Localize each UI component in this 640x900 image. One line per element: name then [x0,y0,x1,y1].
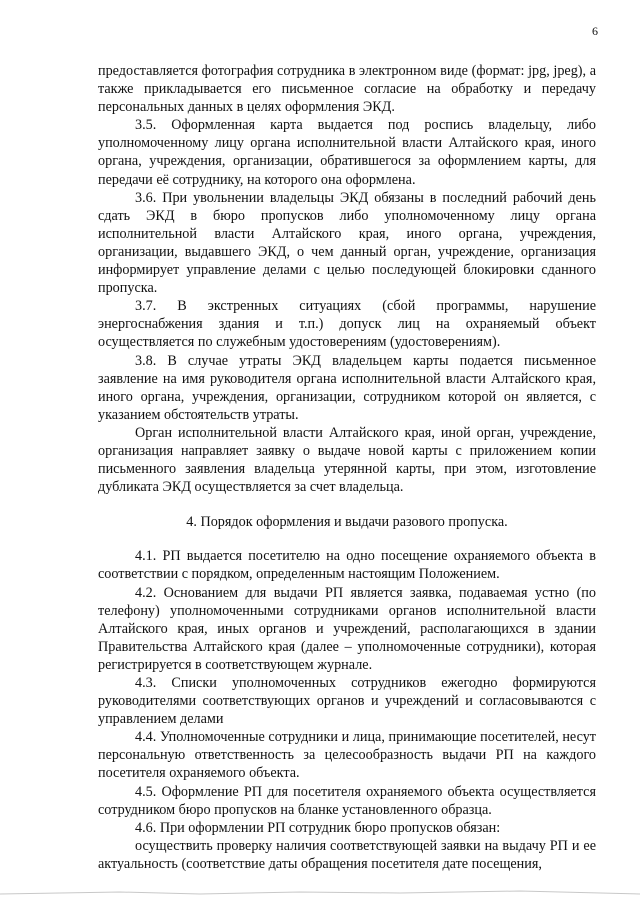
scan-artifact-line [0,886,640,900]
document-body [98,62,596,873]
page-number: 6 [592,24,598,38]
section-heading: 4. Порядок оформления и выдачи разового пропуска. [186,514,508,531]
paragraph-4-6-item: осуществить проверку наличия соответствующей заявки на выдачу РП и ее актуальность (соответствие даты обращения посетителя дате посещения, [98,837,596,872]
paragraph-4-6: 4.6. При оформлении РП сотрудник бюро пропусков обязан: [135,819,501,836]
paragraph-3-8-continued: Орган исполнительной власти Алтайского края, иной орган, учреждение, организация направляет заявку о выдаче новой карты с приложением копии письменного заявления владельца утерянной карты, при этом, изготовление дубликата ЭКД осуществляется за счет владельца. [98,424,596,496]
paragraph-4-4: 4.4. Уполномоченные сотрудники и лица, принимающие посетителей, несут персональную ответственность за целесообразность выдачи РП на каждого посетителя охраняемого объекта. [98,729,596,782]
paragraph-4-2: 4.2. Основанием для выдачи РП является заявка, подаваемая устно (по телефону) уполномоченными сотрудниками органов исполнительной власти Алтайского края, иных органов и учреждений, располагающихся в здании Правительства Алтайского края (далее – уполномоченные сотрудники), которая регистрируется в соответствующем журнале. [98,584,596,673]
paragraph-4-5: 4.5. Оформление РП для посетителя охраняемого объекта осуществляется сотрудником бюро пропусков на бланке установленного образца. [98,783,596,818]
paragraph-4-3: 4.3. Списки уполномоченных сотрудников ежегодно формируются руководителями соответствующих органов и учреждений и согласовываются с управлением делами [98,675,596,728]
paragraph-3-8: 3.8. В случае утраты ЭКД владельцем карты подается письменное заявление на имя руководителя органа исполнительной власти Алтайского края, иного органа, учреждения, организации, сотрудником которой он является, с указанием обстоятельств утраты. [98,352,596,423]
paragraph-3-7: 3.7. В экстренных ситуациях (сбой программы, нарушение энергоснабжения здания и т.п.) допуск лиц на охраняемый объект осуществляется по служебным удостоверениям (удостоверениям). [98,298,596,351]
paragraph-3-6: 3.6. При увольнении владельцы ЭКД обязаны в последний рабочий день сдать ЭКД в бюро пропусков либо уполномоченному лицу органа исполнительной власти Алтайского края, иного органа, учреждения, организации, выдавшего ЭКД, о чем данный орган, учреждение, организация информирует управление делами с целью последующей блокировки сданного пропуска. [98,189,596,297]
paragraph-3-5: 3.5. Оформленная карта выдается под роспись владельцу, либо уполномоченному лицу органа исполнительной власти Алтайского края, иного органа, учреждения, организации, обратившегося за оформлением карты, для передачи её сотруднику, на которого она оформлена. [98,117,596,188]
paragraph-4-1: 4.1. РП выдается посетителю на одно посещение охраняемого объекта в соответствии с порядком, определенным настоящим Положением. [98,548,596,583]
paragraph-continuation: предоставляется фотография сотрудника в электронном виде (формат: jpg, jpeg), а также прикладывается его письменное согласие на обработку и передачу персональных данных в целях оформления ЭКД. [98,63,596,116]
